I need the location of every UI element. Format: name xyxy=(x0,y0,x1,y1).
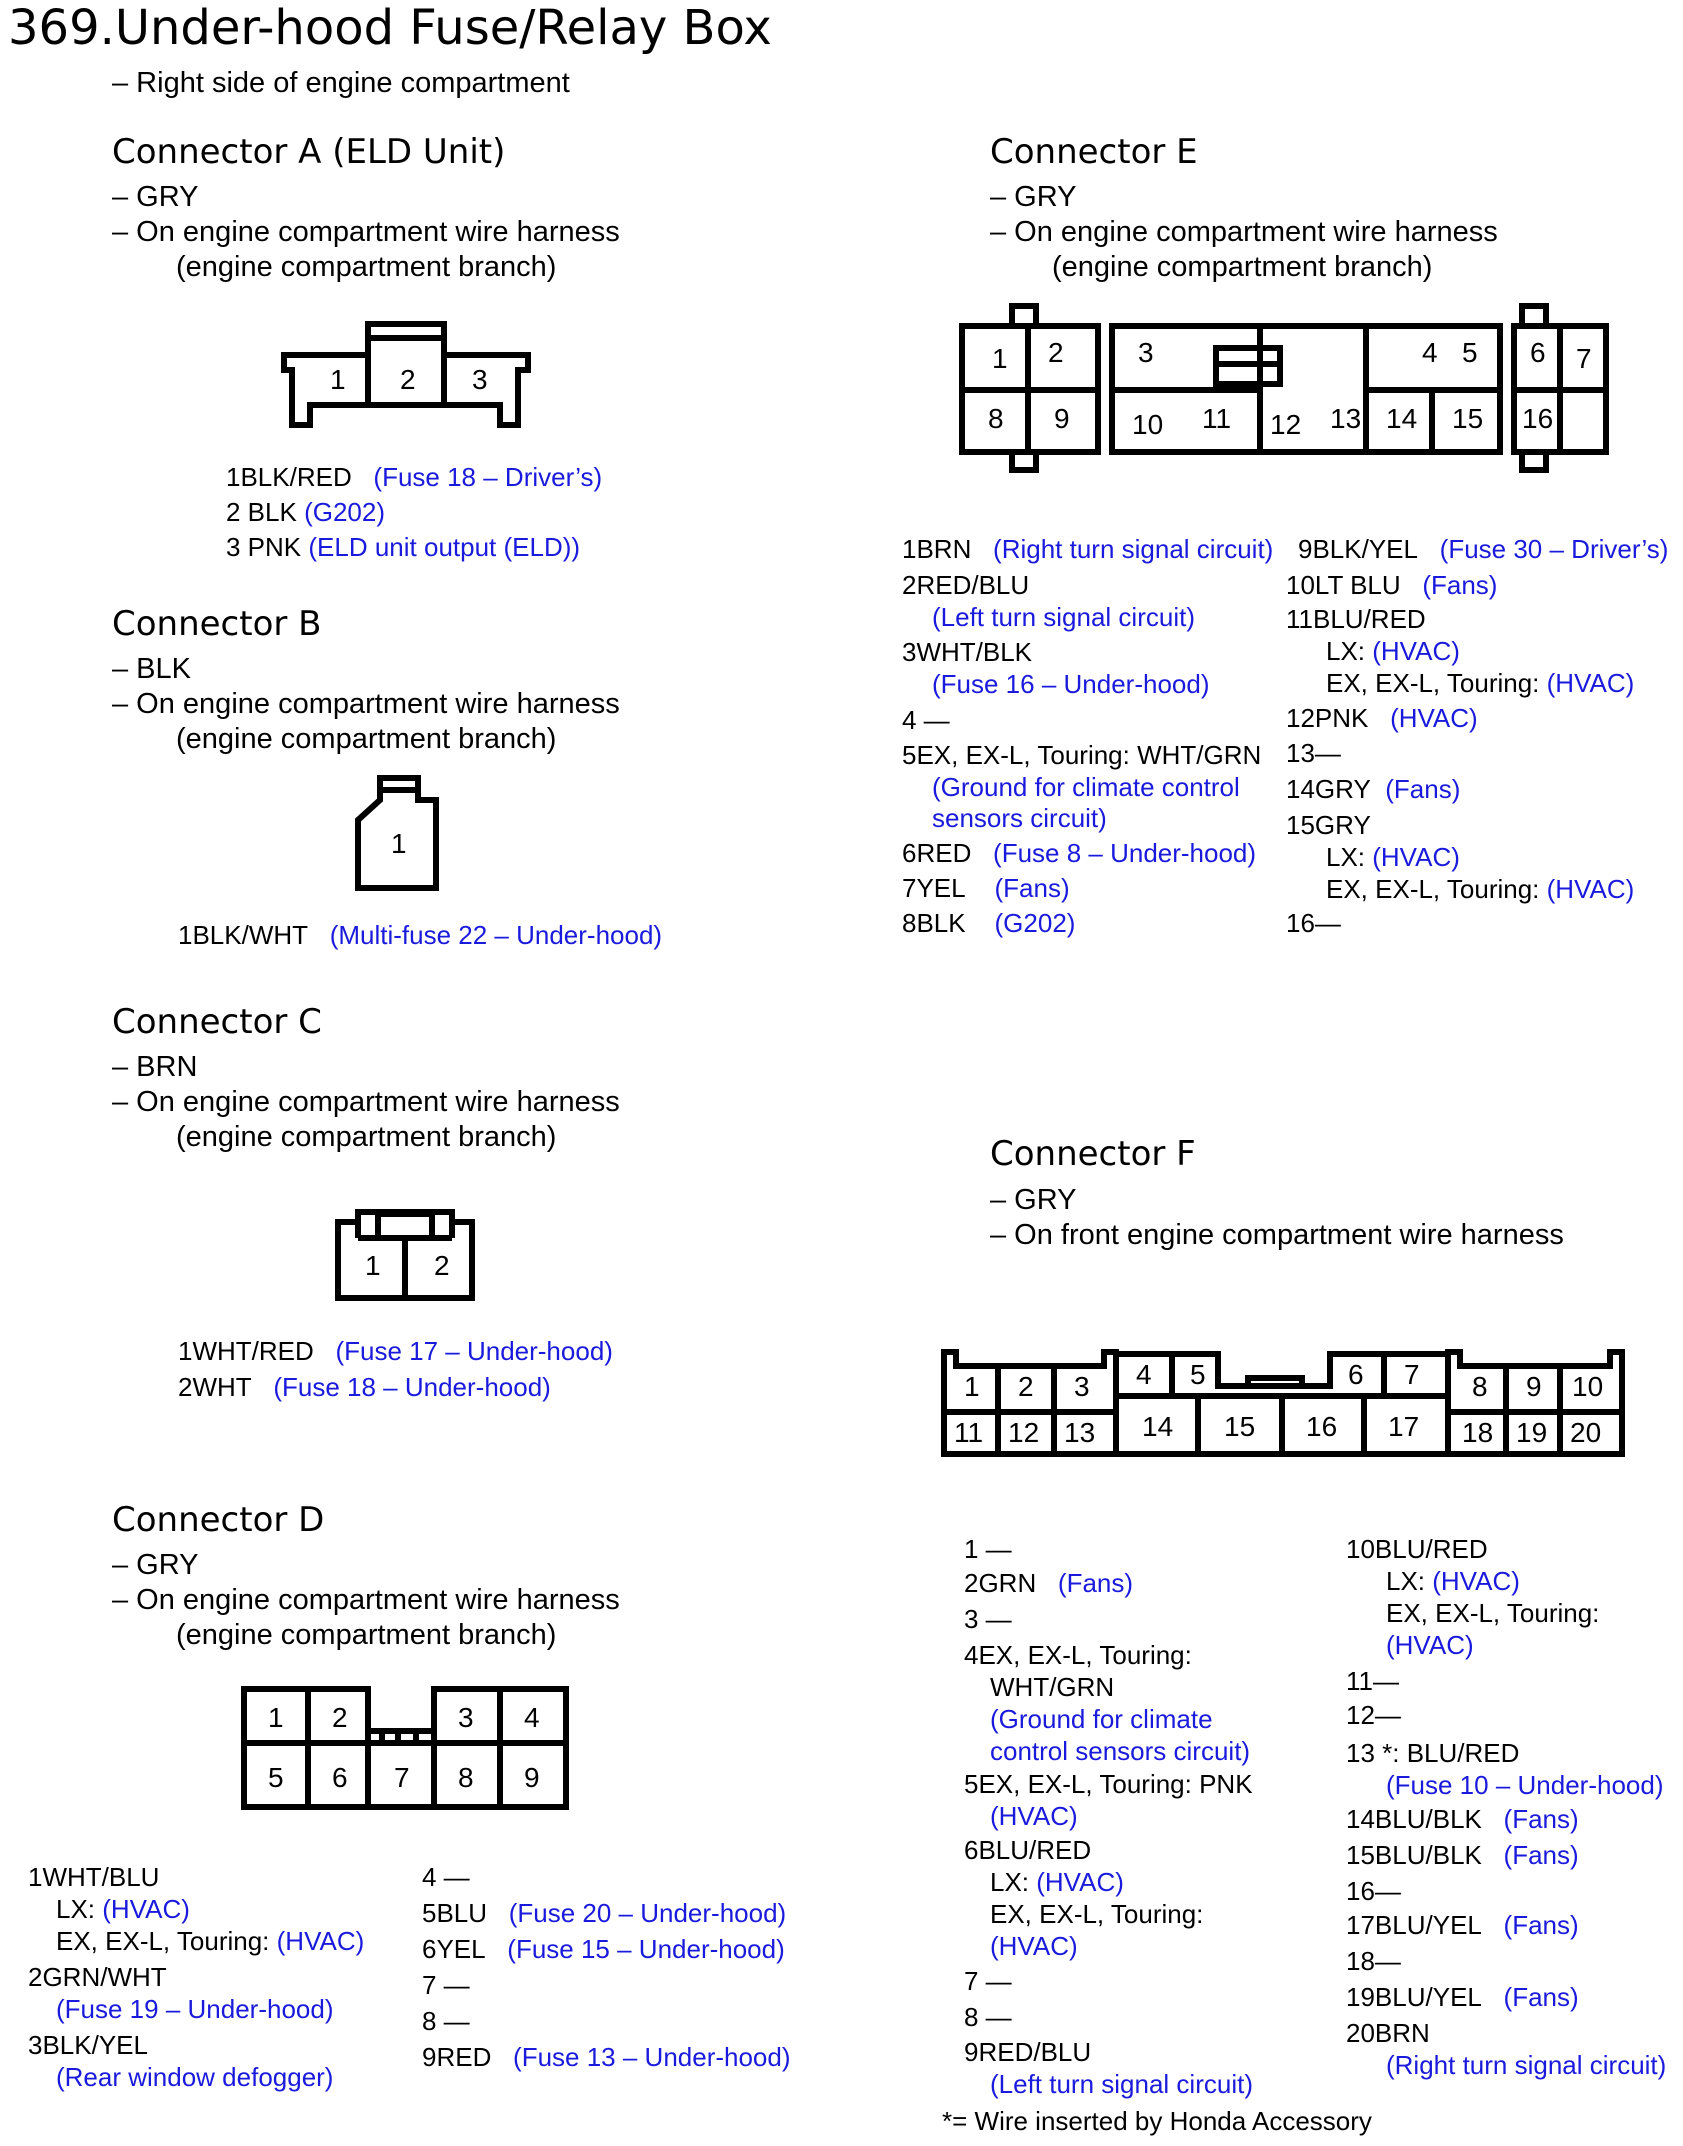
cavity-label: 6 xyxy=(332,1762,348,1793)
pin-circuit: (G202) xyxy=(304,497,385,527)
cavity-label: 6 xyxy=(1530,337,1546,368)
pin-row: 10LT BLU (Fans) xyxy=(1286,570,1498,600)
connector-f-color: – GRY xyxy=(990,1184,1077,1216)
connector-e-branch: (engine compartment branch) xyxy=(1052,251,1433,283)
pin-row: 2RED/BLU xyxy=(902,570,1030,600)
pin-wire: 2 BLK xyxy=(226,497,297,527)
cavity-label: 2 xyxy=(434,1250,450,1281)
cavity-label: 9 xyxy=(1054,403,1070,434)
pin-row: 7YEL (Fans) xyxy=(902,873,1070,903)
footnote: *= Wire inserted by Honda Accessory xyxy=(942,2106,1372,2136)
cavity-label: 4 xyxy=(1422,337,1438,368)
connector-a-harness: – On engine compartment wire harness xyxy=(112,216,620,248)
pin-row: EX, EX-L, Touring: xyxy=(990,1899,1204,1929)
pin-row: (Rear window defogger) xyxy=(56,2062,334,2092)
pin-row: 2GRN/WHT xyxy=(28,1962,167,1992)
connector-a-branch: (engine compartment branch) xyxy=(176,251,557,283)
pin-row: 12— xyxy=(1346,1700,1401,1730)
pin-circuit: (Fuse 17 – Under-hood) xyxy=(335,1336,613,1366)
pin-row: LX: (HVAC) xyxy=(56,1894,190,1924)
connector-a-heading: Connector A (ELD Unit) xyxy=(112,132,506,172)
cavity-label: 1 xyxy=(330,364,346,395)
pin-row: (Right turn signal circuit) xyxy=(1386,2050,1667,2080)
cavity-label: 3 xyxy=(472,364,488,395)
pin-row: 16— xyxy=(1346,1876,1401,1906)
cavity-label: 2 xyxy=(400,364,416,395)
pin-row: LX: (HVAC) xyxy=(1386,1566,1520,1596)
cavity-label: 4 xyxy=(1136,1359,1152,1390)
pin-row: 8 — xyxy=(964,2002,1012,2032)
pin-row xyxy=(226,530,580,565)
pin-row: 7 — xyxy=(964,1966,1012,1996)
pin-row: (Ground for climate xyxy=(990,1704,1213,1734)
cavity-label: 10 xyxy=(1132,409,1164,440)
cavity-label: 14 xyxy=(1142,1411,1174,1442)
pin-row: (Fuse 16 – Under-hood) xyxy=(932,669,1210,699)
cavity-label: 9 xyxy=(524,1762,540,1793)
connector-b-color: – BLK xyxy=(112,653,191,685)
pin-circuit: (Multi-fuse 22 – Under-hood) xyxy=(329,920,663,950)
pin-row: 20BRN xyxy=(1346,2018,1430,2048)
connector-e-heading: Connector E xyxy=(990,132,1198,172)
connector-c-heading: Connector C xyxy=(112,1002,322,1042)
cavity-label: 1 xyxy=(992,343,1008,374)
pin-row: 5EX, EX-L, Touring: PNK xyxy=(964,1769,1253,1799)
connector-b-branch: (engine compartment branch) xyxy=(176,723,557,755)
pin-row: 9RED/BLU xyxy=(964,2037,1092,2067)
cavity-label: 8 xyxy=(1472,1371,1488,1402)
cavity-label: 7 xyxy=(394,1762,410,1793)
connector-b-harness: – On engine compartment wire harness xyxy=(112,688,620,720)
pin-row: 15BLU/BLK (Fans) xyxy=(1346,1840,1579,1870)
connector-c-color: – BRN xyxy=(112,1051,198,1083)
cavity-label: 2 xyxy=(332,1702,348,1733)
pin-row: 15GRY xyxy=(1286,810,1371,840)
pin-row: 3 — xyxy=(964,1604,1012,1634)
cavity-label: 2 xyxy=(1018,1371,1034,1402)
pin-row: control sensors circuit) xyxy=(990,1736,1251,1766)
pin-row: 6YEL (Fuse 15 – Under-hood) xyxy=(422,1934,785,1964)
pin-circuit: (Fuse 18 – Driver’s) xyxy=(373,462,603,492)
cavity-label: 1 xyxy=(268,1702,284,1733)
pin-row: 14BLU/BLK (Fans) xyxy=(1346,1804,1579,1834)
pin-row: 13 *: BLU/RED xyxy=(1346,1738,1520,1768)
pin-wire: 1WHT/RED xyxy=(178,1336,314,1366)
pin-row: 10BLU/RED xyxy=(1346,1534,1488,1564)
cavity-label: 19 xyxy=(1516,1417,1548,1448)
pin-row: EX, EX-L, Touring: (HVAC) xyxy=(1326,874,1635,904)
cavity-label: 4 xyxy=(524,1702,540,1733)
pin-row: EX, EX-L, Touring: xyxy=(1386,1598,1600,1628)
pin-row: (Ground for climate control xyxy=(932,772,1240,802)
pin-row: 6RED (Fuse 8 – Under-hood) xyxy=(902,838,1257,868)
cavity-label: 11 xyxy=(954,1417,984,1448)
pin-row: 13— xyxy=(1286,738,1341,768)
pin-row: 1 — xyxy=(964,1534,1012,1564)
pin-row: WHT/GRN xyxy=(990,1672,1115,1702)
connector-b-heading: Connector B xyxy=(112,604,322,644)
pin-row: 14GRY (Fans) xyxy=(1286,774,1461,804)
cavity-label: 14 xyxy=(1386,403,1418,434)
cavity-label: 8 xyxy=(458,1762,474,1793)
cavity-label: 5 xyxy=(268,1762,284,1793)
location-note: – Right side of engine compartment xyxy=(112,67,570,99)
cavity-label: 6 xyxy=(1348,1359,1364,1390)
pin-row: (Fuse 19 – Under-hood) xyxy=(56,1994,334,2024)
pin-row xyxy=(226,460,602,495)
cavity-label: 16 xyxy=(1306,1411,1338,1442)
pin-row: 17BLU/YEL (Fans) xyxy=(1346,1910,1579,1940)
pin-row: 1BRN (Right turn signal circuit) xyxy=(902,534,1274,564)
pin-row: 12PNK (HVAC) xyxy=(1286,703,1478,733)
pin-row: (HVAC) xyxy=(1386,1630,1474,1660)
pin-row xyxy=(178,1334,613,1369)
pin-row: EX, EX-L, Touring: (HVAC) xyxy=(56,1926,365,1956)
pin-row: (Left turn signal circuit) xyxy=(990,2069,1253,2099)
connector-f-diagram xyxy=(936,1340,1626,1462)
cavity-label: 13 xyxy=(1330,403,1362,434)
pin-row: LX: (HVAC) xyxy=(1326,636,1460,666)
pin-wire: 2WHT xyxy=(178,1372,252,1402)
connector-d-color: – GRY xyxy=(112,1549,199,1581)
pin-row: 6BLU/RED xyxy=(964,1835,1092,1865)
pin-row: 3WHT/BLK xyxy=(902,637,1033,667)
pin-row: 2GRN (Fans) xyxy=(964,1568,1134,1598)
connector-c-branch: (engine compartment branch) xyxy=(176,1121,557,1153)
connector-a-color: – GRY xyxy=(112,181,199,213)
pin-row: 9RED (Fuse 13 – Under-hood) xyxy=(422,2042,791,2072)
pin-row: LX: (HVAC) xyxy=(990,1867,1124,1897)
connector-d-branch: (engine compartment branch) xyxy=(176,1619,557,1651)
pin-wire: 1BLK/WHT xyxy=(178,920,309,950)
cavity-label: 16 xyxy=(1522,403,1554,434)
pin-row: 19BLU/YEL (Fans) xyxy=(1346,1982,1579,2012)
pin-row: 3BLK/YEL xyxy=(28,2030,148,2060)
pin-row: 8 — xyxy=(422,2006,470,2036)
pin-row: 9BLK/YEL (Fuse 30 – Driver’s) xyxy=(1298,534,1669,564)
cavity-label: 1 xyxy=(391,828,407,859)
pin-row: 16— xyxy=(1286,908,1341,938)
connector-e-harness: – On engine compartment wire harness xyxy=(990,216,1498,248)
pin-row: 4 — xyxy=(902,705,950,735)
cavity-label: 11 xyxy=(1202,403,1232,434)
pin-row: (HVAC) xyxy=(990,1931,1078,1961)
pin-row: 4 — xyxy=(422,1862,470,1892)
cavity-label: 3 xyxy=(1074,1371,1090,1402)
cavity-label: 12 xyxy=(1270,409,1302,440)
cavity-label: 1 xyxy=(964,1371,980,1402)
connector-c-harness: – On engine compartment wire harness xyxy=(112,1086,620,1118)
connector-e-color: – GRY xyxy=(990,181,1077,213)
pin-row: (Fuse 10 – Under-hood) xyxy=(1386,1770,1664,1800)
cavity-label: 18 xyxy=(1462,1417,1494,1448)
pin-row: EX, EX-L, Touring: (HVAC) xyxy=(1326,668,1635,698)
pin-row: 1WHT/BLU xyxy=(28,1862,160,1892)
cavity-label: 8 xyxy=(988,403,1004,434)
connector-a-diagram xyxy=(270,310,540,435)
cavity-label: 9 xyxy=(1526,1371,1542,1402)
pin-row: 5BLU (Fuse 20 – Under-hood) xyxy=(422,1898,787,1928)
pin-row xyxy=(226,495,385,530)
cavity-label: 5 xyxy=(1462,337,1478,368)
cavity-label: 12 xyxy=(1008,1417,1040,1448)
connector-e-diagram-body xyxy=(956,300,1612,476)
connector-f-harness: – On front engine compartment wire harness xyxy=(990,1219,1564,1251)
cavity-label: 5 xyxy=(1190,1359,1206,1390)
cavity-label: 20 xyxy=(1570,1417,1602,1448)
connector-d-heading: Connector D xyxy=(112,1500,325,1540)
pin-row: sensors circuit) xyxy=(932,803,1107,833)
pin-row: 5EX, EX-L, Touring: WHT/GRN xyxy=(902,740,1262,770)
cavity-label: 15 xyxy=(1452,403,1484,434)
cavity-label: 7 xyxy=(1576,343,1592,374)
pin-row: 8BLK (G202) xyxy=(902,908,1076,938)
page-title: 369.Under-hood Fuse/Relay Box xyxy=(8,0,772,56)
cavity-label: 10 xyxy=(1572,1371,1604,1402)
pin-row: LX: (HVAC) xyxy=(1326,842,1460,872)
pin-row: (Left turn signal circuit) xyxy=(932,602,1195,632)
cavity-label: 3 xyxy=(1138,337,1154,368)
pin-row: 18— xyxy=(1346,1946,1401,1976)
cavity-label: 7 xyxy=(1404,1359,1420,1390)
pin-row: 11BLU/RED xyxy=(1286,604,1426,634)
connector-d-harness: – On engine compartment wire harness xyxy=(112,1584,620,1616)
pin-circuit: (ELD unit output (ELD)) xyxy=(308,532,581,562)
pin-wire: 1BLK/RED xyxy=(226,462,352,492)
cavity-label: 2 xyxy=(1048,337,1064,368)
pin-wire: 3 PNK xyxy=(226,532,302,562)
pin-row: (HVAC) xyxy=(990,1801,1078,1831)
cavity-label: 3 xyxy=(458,1702,474,1733)
pin-row xyxy=(178,918,662,953)
pin-row: 4EX, EX-L, Touring: xyxy=(964,1640,1192,1670)
pin-row: 11— xyxy=(1346,1666,1399,1696)
connector-b-diagram xyxy=(350,770,450,895)
pin-row xyxy=(178,1370,551,1405)
cavity-label: 13 xyxy=(1064,1417,1096,1448)
connector-c-diagram xyxy=(330,1200,480,1305)
connector-d-diagram xyxy=(236,1675,574,1813)
cavity-label: 17 xyxy=(1388,1411,1420,1442)
cavity-label: 1 xyxy=(365,1250,381,1281)
pin-row: 7 — xyxy=(422,1970,470,2000)
cavity-label: 15 xyxy=(1224,1411,1256,1442)
pin-circuit: (Fuse 18 – Under-hood) xyxy=(273,1372,551,1402)
connector-f-heading: Connector F xyxy=(990,1134,1196,1174)
